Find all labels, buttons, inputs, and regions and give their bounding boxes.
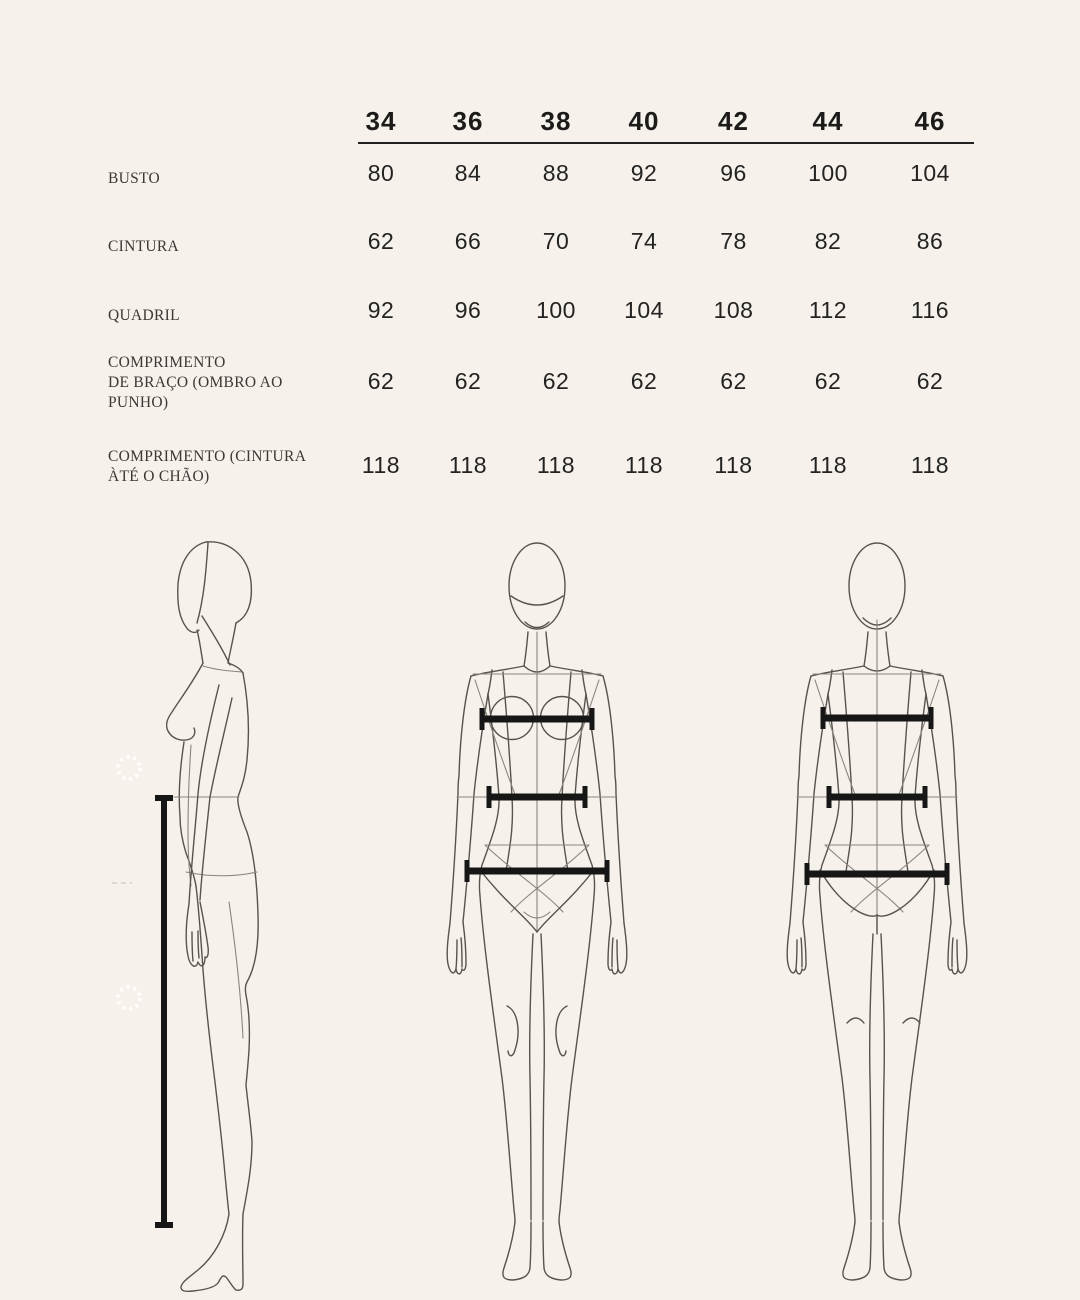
row-label-line: PUNHO)	[108, 394, 169, 411]
size-header-row	[338, 106, 983, 137]
row-values	[338, 368, 983, 395]
row-label-line: ÀTÉ O CHÃO)	[108, 468, 210, 485]
measurement-value: 116	[910, 297, 950, 323]
row-values	[338, 297, 983, 324]
measurement-value: 118	[910, 452, 950, 478]
measurement-value: 118	[536, 452, 576, 478]
measurement-value: 118	[808, 452, 848, 478]
measurement-value: 62	[630, 368, 658, 394]
row-values	[338, 452, 983, 479]
row-label	[108, 447, 358, 487]
size-header: 44	[812, 106, 844, 136]
size-header: 46	[914, 106, 946, 136]
measurement-value: 88	[542, 160, 570, 186]
size-header: 34	[365, 106, 397, 136]
side-view-croquis-icon	[112, 542, 258, 1292]
measurement-value: 118	[624, 452, 664, 478]
size-header: 36	[452, 106, 484, 136]
row-values	[338, 228, 983, 255]
measurement-value: 78	[720, 228, 747, 254]
measurement-value: 84	[454, 160, 482, 186]
measurement-value: 66	[454, 228, 482, 254]
row-label-line: COMPRIMENTO	[108, 354, 226, 371]
row-values	[338, 160, 983, 187]
measurement-value: 108	[713, 297, 754, 323]
row-label-line: CINTURA	[108, 238, 179, 255]
measurement-value: 62	[542, 368, 570, 394]
measurement-value: 82	[814, 228, 842, 254]
length-measure-bar-icon	[155, 797, 173, 1226]
measurement-value: 92	[367, 297, 395, 323]
measurement-value: 92	[630, 160, 658, 186]
measurement-figures	[0, 520, 1080, 1300]
measurement-value: 80	[367, 160, 395, 186]
row-label-line: COMPRIMENTO (CINTURA	[108, 448, 307, 465]
measurement-value: 70	[542, 228, 570, 254]
measurement-value: 104	[910, 160, 950, 186]
measurement-value: 62	[916, 368, 944, 394]
row-label	[108, 306, 358, 326]
measurement-value: 62	[454, 368, 482, 394]
size-header: 42	[718, 106, 749, 136]
size-header: 40	[628, 106, 660, 136]
row-label	[108, 169, 358, 189]
measurement-value: 62	[367, 368, 395, 394]
row-label-line: QUADRIL	[108, 307, 180, 324]
table-header-rule	[358, 142, 974, 144]
measurement-value: 112	[808, 297, 848, 323]
row-label	[108, 353, 358, 413]
measurement-value: 62	[814, 368, 842, 394]
row-label	[108, 237, 358, 257]
measurement-value: 118	[361, 452, 401, 478]
measurement-value: 96	[454, 297, 482, 323]
measurement-value: 104	[624, 297, 664, 323]
front-view-croquis-icon	[447, 543, 627, 1280]
measurement-value: 100	[536, 297, 576, 323]
measurement-value: 96	[720, 160, 747, 186]
measurement-value: 118	[714, 452, 753, 478]
measurement-value: 100	[808, 160, 848, 186]
measurement-value: 86	[916, 228, 944, 254]
back-view-croquis-icon	[787, 543, 967, 1280]
row-label-line: DE BRAÇO (OMBRO AO	[108, 374, 283, 391]
size-header: 38	[540, 106, 572, 136]
measurement-value: 74	[630, 228, 658, 254]
row-label-line: BUSTO	[108, 170, 161, 187]
size-table	[0, 0, 1080, 520]
measurement-value: 62	[367, 228, 395, 254]
measurement-value: 62	[720, 368, 747, 394]
measurement-value: 118	[448, 452, 488, 478]
